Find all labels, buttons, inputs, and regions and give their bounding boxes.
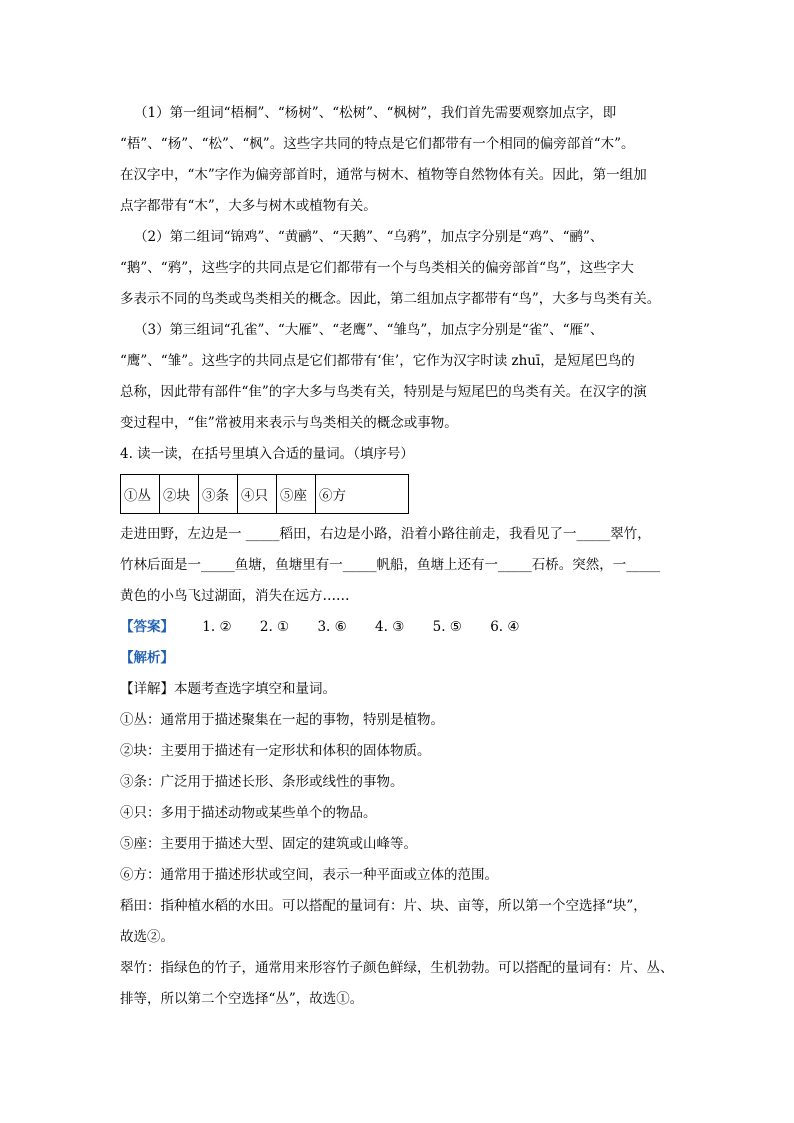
analysis-line: ④只：多用于描述动物或某些单个的物品。 [120,805,377,821]
explanation-line: （1）第一组词“梧桐”、“杨树”、“松树”、“枫树”，我们首先需要观察加点字，即 [134,105,617,121]
option-cell: ⑥方 [316,475,409,514]
explanation-line: （3）第三组词“孔雀”、“大雁”、“老鹰”、“雏鸟”，加点字分别是“雀”、“雁”、 [134,322,604,338]
analysis-line: 翠竹：指绿色的竹子，通常用来形容竹子颜色鲜绿，生机勃勃。可以搭配的量词有：片、丛、 [120,960,674,976]
analysis-line: 故选②。 [120,929,174,945]
passage-line: 黄色的小鸟飞过湖面，消失在远方…… [120,588,350,604]
document-page [120,98,680,1015]
analysis-line: ①丛：通常用于描述聚集在一起的事物，特别是植物。 [120,712,444,728]
explanation-line: 点字都带有“木”，大多与树木或植物有关。 [120,198,377,214]
option-cell: ④只 [238,475,277,514]
answer-item: 2. ① [259,619,290,635]
answer-item: 5. ⑤ [432,619,462,635]
answer-label: 【答案】 [120,619,174,635]
answer-item: 4. ③ [375,619,405,635]
options-table [120,474,409,514]
answer-item: 1. ② [202,619,232,635]
analysis-label: 【解析】 [120,650,174,666]
analysis-line: 排等，所以第二个空选择“丛”，故选①。 [120,991,364,1007]
analysis-label-row [120,643,680,674]
passage-line: 竹林后面是一_____鱼塘，鱼塘里有一_____帆船，鱼塘上还有一_____石桥。突然，一_____ [120,557,660,573]
explanation-line: “鹅”、“鸦”，这些字的共同点是它们都带有一个与鸟类相关的偏旁部首“鸟”，这些字大 [120,260,634,276]
option-cell: ⑤座 [277,475,316,514]
explanation-line: 总称，因此带有部件“隹”的字大多与鸟类有关，特别是与短尾巴的鸟类有关。在汉字的演 [120,384,647,400]
option-cell: ①丛 [121,475,160,514]
option-cell: ②块 [160,475,199,514]
passage-line: 走进田野，左边是一 _____稻田，右边是小路，沿着小路往前走，我看见了一_____翠竹， [120,526,651,542]
answer-item: 3. ⑥ [317,619,347,635]
analysis-body [120,674,680,1015]
analysis-line: ③条：广泛用于描述长形、条形或线性的事物。 [120,774,404,790]
analysis-line: 【详解】本题考查选字填空和量词。 [120,681,336,697]
explanation-line: （2）第二组词“锦鸡”、“黄鹂”、“天鹅”、“乌鸦”，加点字分别是“鸡”、“鹂”、 [134,229,604,245]
prev-explanation [120,98,680,439]
explanation-line: “梧”、“杨”、“松”、“枫”。这些字共同的特点是它们都带有一个相同的偏旁部首“木”。 [120,136,635,152]
analysis-line: ⑥方：通常用于描述形状或空间，表示一种平面或立体的范围。 [120,867,498,883]
answer-row [120,612,680,643]
question-passage [120,519,680,612]
explanation-line: “鹰”、“雏”。这些字的共同点是它们都带有‘隹’，它作为汉字时读 zhuī，是短尾巴鸟的 [120,353,635,369]
explanation-line: 多表示不同的鸟类或鸟类相关的概念。因此，第二组加点字都带有“鸟”，大多与鸟类有关。 [120,291,661,307]
analysis-line: ⑤座：主要用于描述大型、固定的建筑或山峰等。 [120,836,417,852]
analysis-line: ②块：主要用于描述有一定形状和体积的固体物质。 [120,743,431,759]
explanation-line: 在汉字中，“木”字作为偏旁部首时，通常与树木、植物等自然物体有关。因此，第一组加 [120,167,647,183]
analysis-line: 稻田：指种植水稻的水田。可以搭配的量词有：片、块、亩等，所以第一个空选择“块”， [120,898,647,914]
explanation-line: 变过程中，“隹”常被用来表示与鸟类相关的概念或事物。 [120,415,458,431]
option-cell: ③条 [199,475,238,514]
answer-item: 6. ④ [490,619,520,635]
question-title: 4. 读一读，在括号里填入合适的量词。（填序号） [120,446,414,462]
